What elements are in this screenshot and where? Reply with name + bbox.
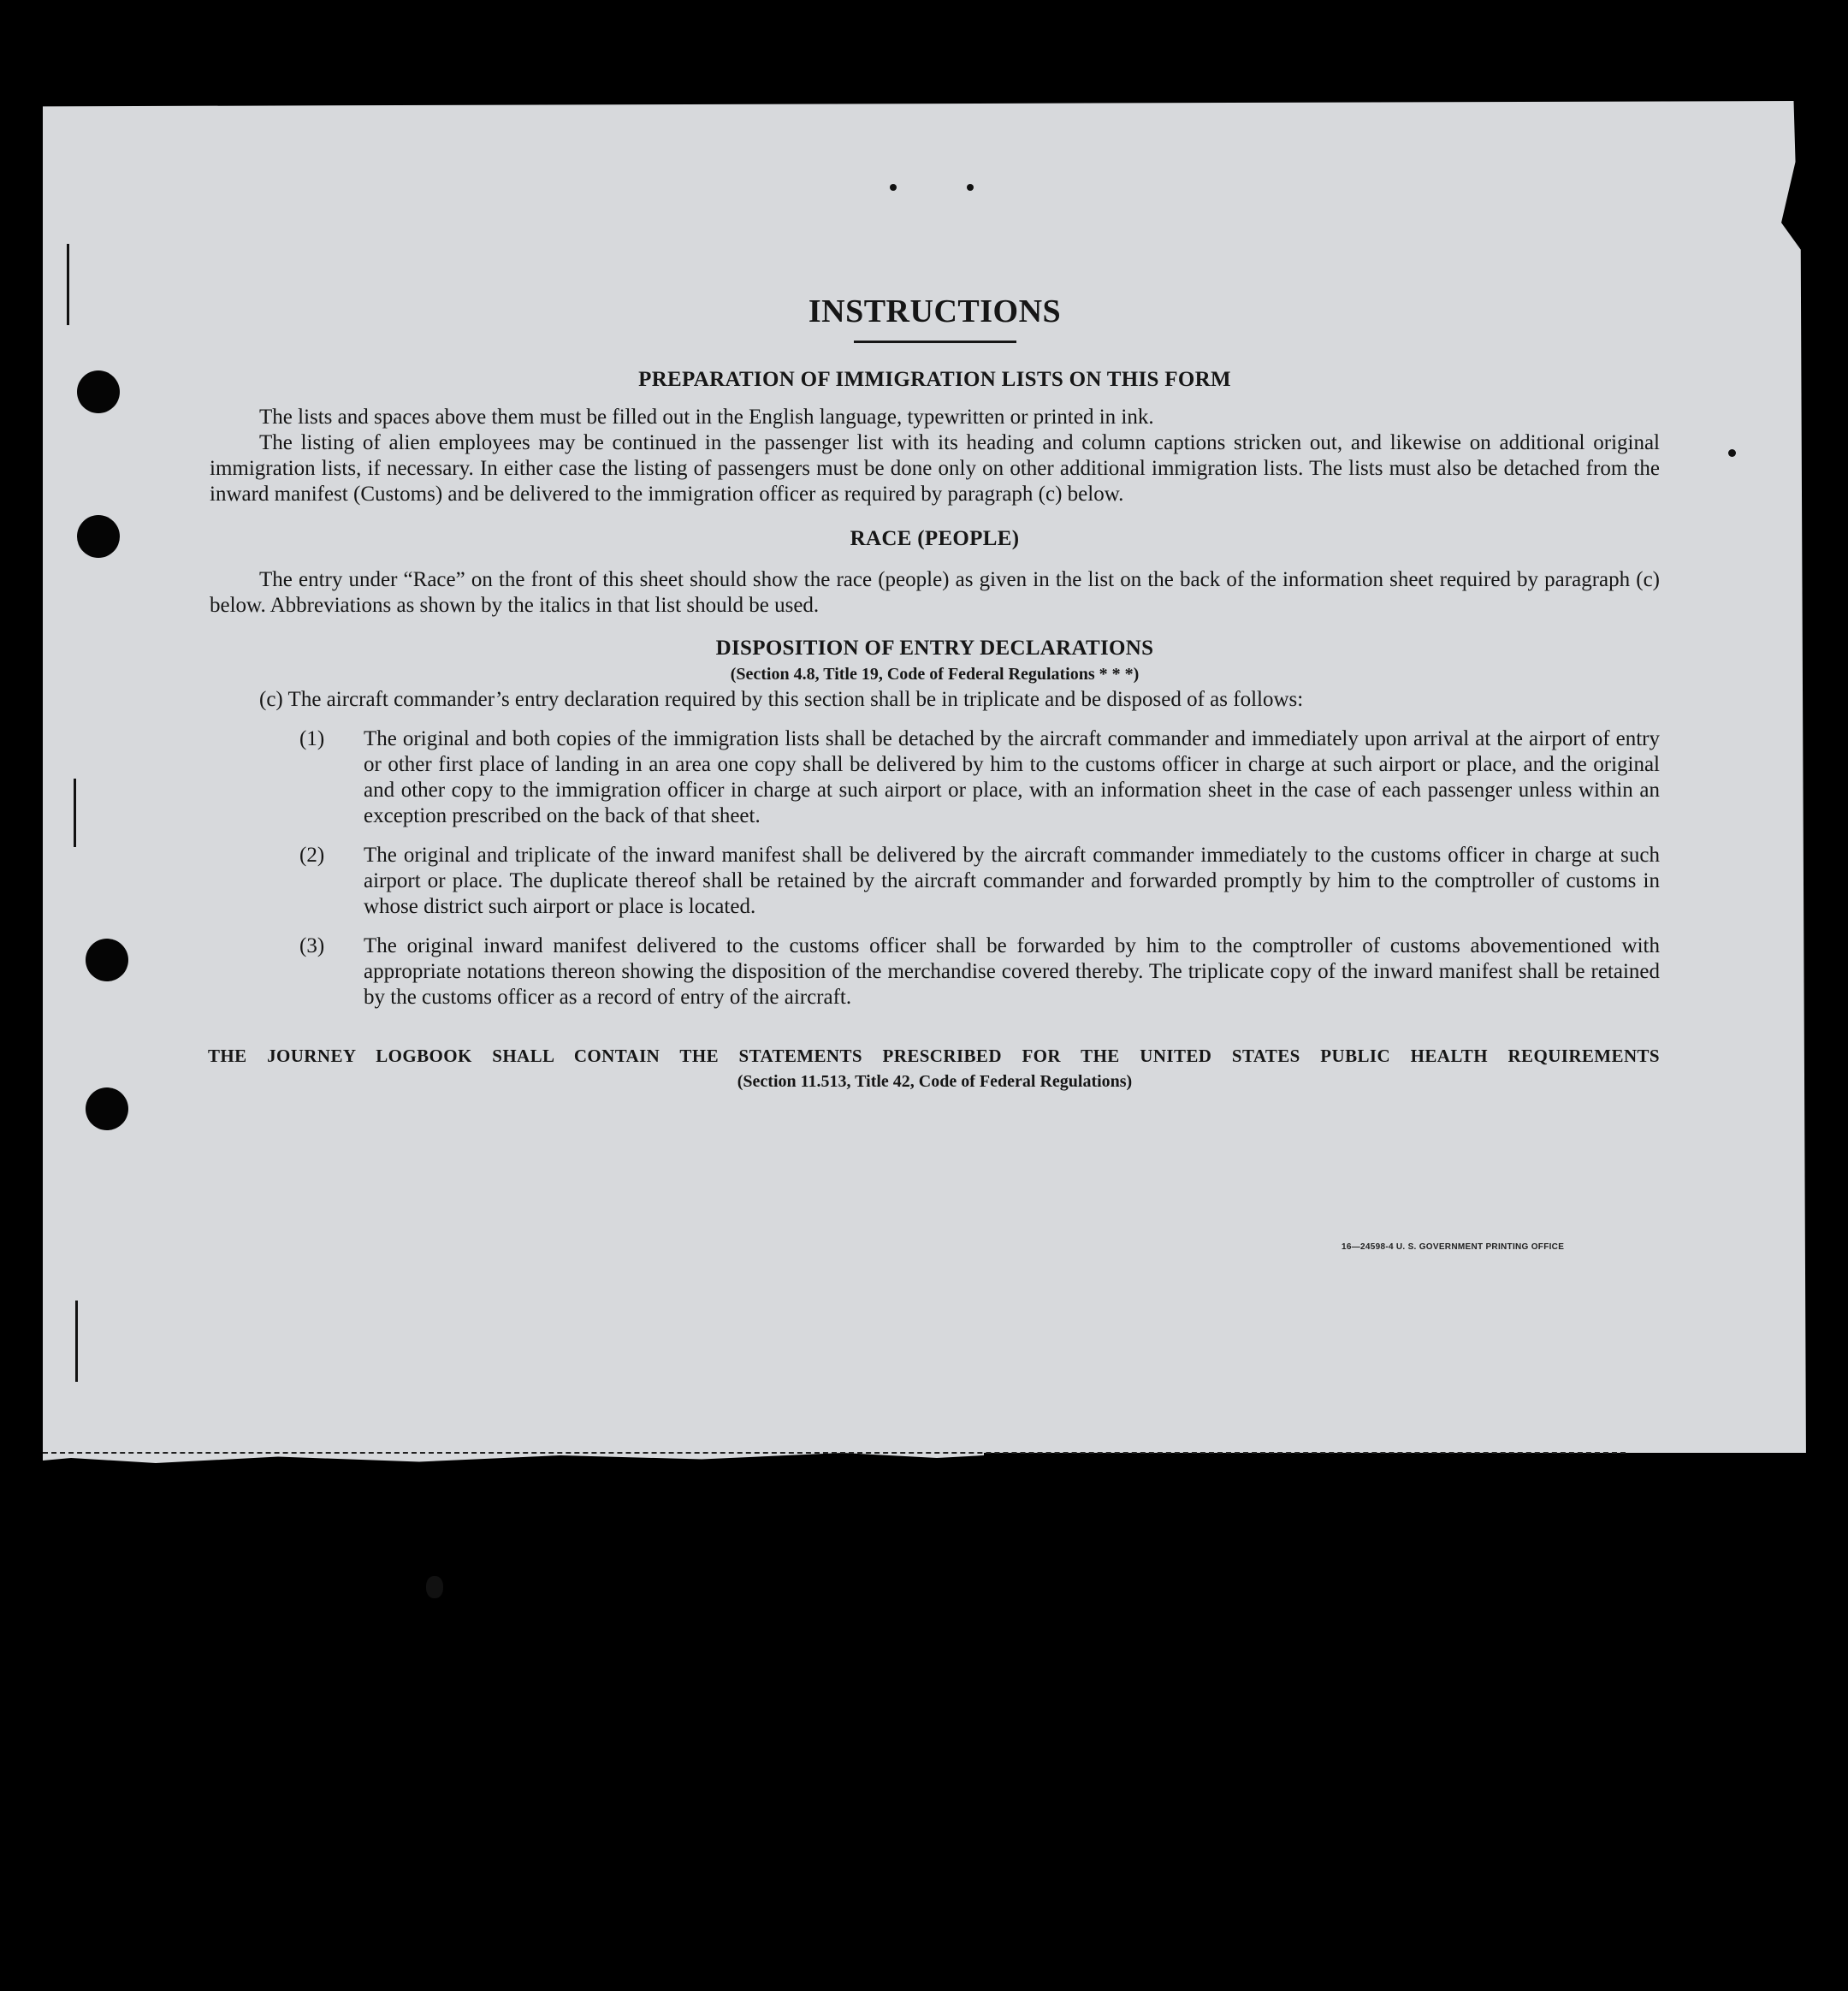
margin-mark [75,1301,78,1382]
ink-spot [1728,449,1736,457]
item-text: The original inward manifest delivered to the customs officer shall be forwarded by him to the comptroller of customs abovementioned with appropriate notations thereon showing the disposition of the merchandise covered thereby. The triplicate copy of the inward manifest shall be retained by the customs officer as a record of entry of the aircraft. [364,934,1660,1009]
preparation-paragraph: The lists and spaces above them must be filled out in the English language, typewritten or printed in ink. [259,406,1154,429]
ink-spot [890,184,897,191]
disposition-source: (Section 4.8, Title 19, Code of Federal Regulations * * *) [730,665,1140,684]
item-number: (2) [299,844,325,867]
punch-hole [86,1087,128,1130]
perforation-line [43,1452,1626,1454]
logbook-source: (Section 11.513, Title 42, Code of Federal Regulations) [737,1072,1133,1091]
margin-mark [74,779,76,847]
printing-office-code: 16—24598-4 U. S. GOVERNMENT PRINTING OFFICE [1342,1242,1565,1252]
ink-spot [426,1576,443,1598]
disposition-intro: (c) The aircraft commander’s entry declaration required by this section shall be in triplicate and be disposed of as follows: [259,688,1304,711]
item-text: The original and triplicate of the inward manifest shall be delivered by the aircraft commander immediately to the customs officer in charge at such airport or place. The duplicate thereof shall be retained by the aircraft commander and forwarded promptly by him to the comptroller of customs in whose district such airport or place is located. [364,844,1660,918]
item-text: The original and both copies of the immigration lists shall be detached by the aircraft commander and immediately upon arrival at the airport of entry or other first place of landing in an area one copy shall be delivered by him to the customs officer in charge at such airport or place, and the original and other copy to the immigration officer in charge at such airport or place, with an information sheet in the case of each passenger unless within an exception prescribed on the back of that sheet. [364,727,1660,827]
race-heading: RACE (PEOPLE) [850,527,1020,550]
disposition-item [210,933,1660,1010]
preparation-paragraph: The listing of alien employees may be continued in the passenger list with its heading and column captions stricken out, and likewise on additional original immigration lists, if necessary. In either case the listing of passengers must be done only on other additional immigration lists. The lists must also be detached from the inward manifest (Customs) and be delivered to the immigration officer as required by paragraph (c) below. [210,431,1660,506]
item-number: (1) [299,727,325,750]
page-title: INSTRUCTIONS [808,293,1062,329]
logbook-statement: THE JOURNEY LOGBOOK SHALL CONTAIN THE STATEMENTS PRESCRIBED FOR THE UNITED STATES PUBLIC HEALTH REQUIREMENTS [208,1046,1660,1066]
show-through-text [693,133,699,158]
punch-hole [86,939,128,981]
punch-hole [77,370,120,413]
disposition-item [210,843,1660,920]
margin-mark [67,244,69,325]
race-paragraph: The entry under “Race” on the front of this sheet should show the race (people) as given in the list on the back of the information sheet required by paragraph (c) below. Abbreviations as shown by the italics in that list should be used. [210,568,1660,617]
item-number: (3) [299,934,325,957]
ink-spot [967,184,974,191]
punch-hole [77,515,120,558]
disposition-item [210,726,1660,829]
preparation-heading: PREPARATION OF IMMIGRATION LISTS ON THIS FORM [638,368,1231,391]
instructions-document [210,282,1660,1094]
title-underline [854,341,1016,343]
disposition-heading: DISPOSITION OF ENTRY DECLARATIONS [715,637,1154,660]
